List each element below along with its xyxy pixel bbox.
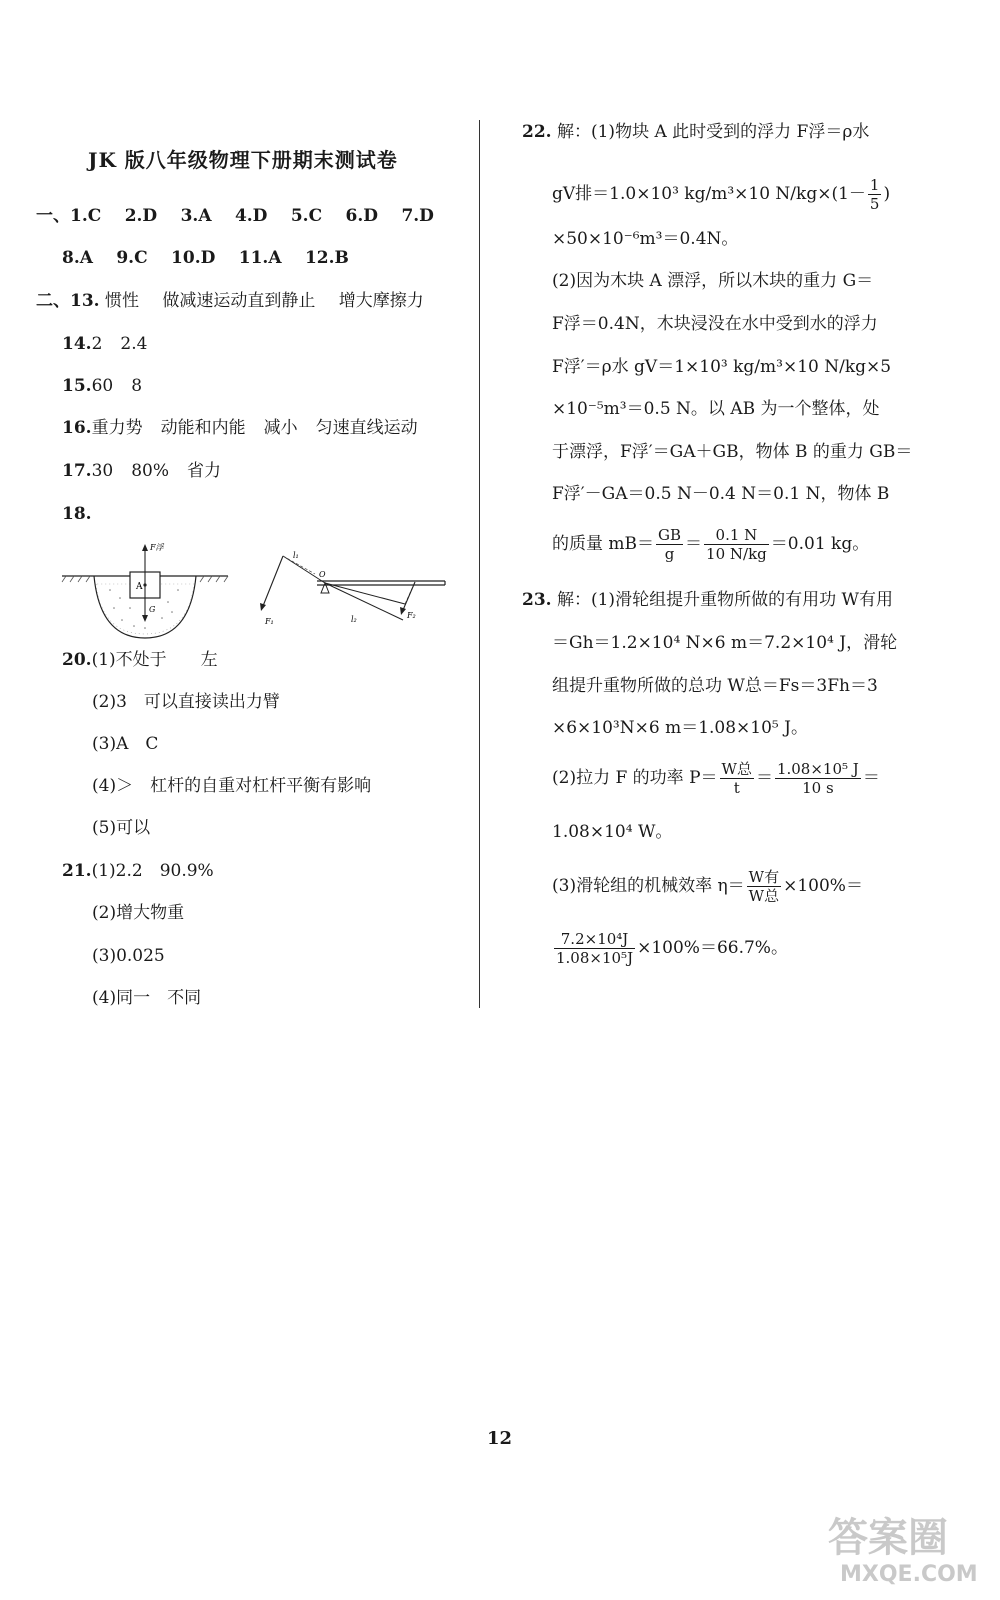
column-divider (479, 120, 480, 1008)
answer-20-4: (4)＞ 杠杆的自重对杠杆平衡有影响 (92, 776, 372, 796)
answer-20-1 (62, 650, 218, 670)
answer-13 (36, 291, 424, 311)
mc-answer: 10.D (171, 248, 216, 268)
mc-answer: 5.C (290, 206, 323, 226)
answer-text: 8 (131, 376, 143, 396)
solution-text: 的质量 mB＝ (552, 534, 655, 554)
q22-line-7: ×10⁻⁵m³＝0.5 N。以 AB 为一个整体，处 (552, 399, 880, 419)
fraction-denominator: 1.08×10⁵J (556, 949, 634, 967)
buoyant-force-label: F浮 (150, 543, 164, 552)
fraction-numerator: W总 (721, 760, 752, 778)
fraction-denominator: t (733, 779, 740, 797)
pivot-label: O (319, 570, 326, 579)
fraction (704, 526, 769, 563)
mc-answer: 12.B (304, 248, 349, 268)
answer-text: 2.4 (120, 334, 148, 354)
solution-text: 解：(1)物块 A 此时受到的浮力 F浮＝ρ水 (556, 122, 870, 142)
mc-answer: 8.A (62, 248, 93, 268)
q23-line-6: 1.08×10⁴ W。 (552, 822, 673, 842)
fraction-denominator: 10 N/kg (706, 545, 767, 563)
page-number: 12 (487, 1428, 513, 1449)
mc-answer: 9.C (116, 248, 148, 268)
answer-text: 省力 (187, 461, 222, 481)
answer-text: 80% (131, 461, 170, 481)
fraction (656, 526, 683, 563)
answer-17 (62, 461, 221, 481)
fraction (720, 760, 754, 797)
answer-text: 匀速直线运动 (315, 418, 418, 438)
answer-text: 做减速运动直到静止 (162, 291, 316, 311)
mc-answer: 一、1.C (36, 206, 102, 226)
solution-text: gV排＝1.0×10³ kg/m³×10 N/kg×(1－ (552, 184, 866, 204)
gravity-label: G (149, 605, 156, 614)
answer-20-3: (3)A C (92, 734, 159, 754)
q23-line-7 (552, 868, 863, 905)
answer-text: 30 (91, 461, 114, 481)
q22-line-9: F浮′－GA＝0.5 N－0.4 N＝0.1 N，物体 B (552, 484, 890, 504)
mc-row-1 (36, 206, 434, 226)
fraction-numerator: 1.08×10⁵ J (776, 760, 859, 778)
question-number: 14. (62, 334, 92, 354)
question-number: 22. (522, 122, 552, 142)
solution-text: ×100%＝66.7%。 (637, 938, 788, 958)
answer-text: (1)2.2 90.9% (91, 861, 214, 881)
answer-21-1 (62, 861, 214, 881)
question-number: 20. (62, 650, 92, 670)
q22-line-3: ×50×10⁻⁶m³＝0.4N。 (552, 229, 739, 249)
solution-text: ＝ (755, 768, 773, 788)
q23-line-4: ×6×10³N×6 m＝1.08×10⁵ J。 (552, 718, 808, 738)
answer-text: 2 (91, 334, 103, 354)
fraction-numerator: W有 (748, 868, 780, 886)
question-number: 二、13. (36, 291, 100, 311)
solution-text: (3)滑轮组的机械效率 η＝ (552, 876, 745, 896)
mc-answer: 7.D (401, 206, 434, 226)
arm-l2-label: l₂ (351, 615, 357, 624)
watermark-url: MXQE.COM (840, 1562, 978, 1587)
force-f2-label: F₂ (407, 611, 416, 620)
answer-text: 重力势 (91, 418, 143, 438)
mc-answer: 3.A (180, 206, 212, 226)
solution-text: 解：(1)滑轮组提升重物所做的有用功 W有用 (556, 590, 893, 610)
solution-text: (2)拉力 F 的功率 P＝ (552, 768, 718, 788)
answer-text: (1)不处于 左 (91, 650, 218, 670)
solution-text: ×100%＝ (783, 876, 863, 896)
answer-21-4: (4)同一 不同 (92, 988, 202, 1008)
block-a-label: A (136, 582, 143, 592)
question-number: 23. (522, 590, 552, 610)
q22-line-10 (552, 526, 869, 563)
answer-16 (62, 418, 418, 438)
question-number: 21. (62, 861, 92, 881)
q22-line-4: (2)因为木块 A 漂浮，所以木块的重力 G＝ (552, 271, 874, 291)
fraction-numerator: 1 (869, 176, 880, 194)
arm-l1-label: l₁ (293, 551, 299, 560)
fraction-denominator: g (664, 545, 675, 563)
q23-line-5 (552, 760, 880, 797)
solution-text: ) (883, 184, 891, 204)
answer-21-2: (2)增大物重 (92, 903, 185, 923)
mc-answer: 2.D (124, 206, 158, 226)
solution-text: ＝0.01 kg。 (770, 534, 870, 554)
lever-diagram (255, 538, 450, 633)
fraction (775, 760, 861, 797)
q23-line-3: 组提升重物所做的总功 W总＝Fs＝3Fh＝3 (552, 676, 878, 696)
watermark-logo: 答案圈 (828, 1515, 948, 1561)
q22-line-6: F浮′＝ρ水 gV＝1×10³ kg/m³×10 N/kg×5 (552, 357, 892, 377)
fraction-numerator: 0.1 N (704, 526, 769, 545)
answer-21-3: (3)0.025 (92, 946, 165, 966)
q23-line-8 (552, 930, 788, 967)
fraction-denominator: 5 (869, 195, 880, 213)
fraction (747, 868, 781, 905)
answer-text: 动能和内能 (160, 418, 246, 438)
answer-text: 惯性 (104, 291, 139, 311)
answer-15 (62, 376, 142, 396)
question-number: 17. (62, 461, 92, 481)
mc-row-2 (62, 248, 349, 268)
fraction-numerator: GB (658, 526, 682, 544)
answer-text: 增大摩擦力 (338, 291, 424, 311)
fraction-denominator: W总 (748, 887, 780, 905)
answer-text: 60 (91, 376, 114, 396)
q22-line-1 (522, 122, 869, 142)
question-number: 15. (62, 376, 92, 396)
q22-line-8: 于漂浮，F浮′＝GA＋GB，物体 B 的重力 GB＝ (552, 442, 913, 462)
mc-answer: 4.D (234, 206, 268, 226)
answer-20-5: (5)可以 (92, 818, 151, 838)
answer-14 (62, 334, 147, 354)
q23-line-2: ＝Gh＝1.2×10⁴ N×6 m＝7.2×10⁴ J，滑轮 (552, 633, 898, 653)
fraction-numerator: 7.2×10⁴J (554, 930, 635, 949)
mc-answer: 6.D (345, 206, 379, 226)
q22-line-2 (552, 176, 890, 213)
force-f1-label: F₁ (265, 617, 274, 626)
page-title: JK 版八年级物理下册期末测试卷 (88, 148, 398, 172)
question-number: 18. (62, 504, 92, 524)
q22-line-5: F浮＝0.4N，木块浸没在水中受到水的浮力 (552, 314, 878, 334)
fraction (554, 930, 635, 967)
answer-20-2: (2)3 可以直接读出力臂 (92, 692, 280, 712)
mc-answer: 11.A (238, 248, 282, 268)
q23-line-1 (522, 590, 893, 610)
buoyancy-diagram (60, 538, 230, 648)
fraction (868, 176, 882, 213)
answer-text: 减小 (263, 418, 298, 438)
question-number: 16. (62, 418, 92, 438)
solution-text: ＝ (685, 534, 703, 554)
fraction-denominator: 10 s (802, 779, 834, 797)
solution-text: ＝ (862, 768, 880, 788)
answer-18 (62, 504, 92, 524)
